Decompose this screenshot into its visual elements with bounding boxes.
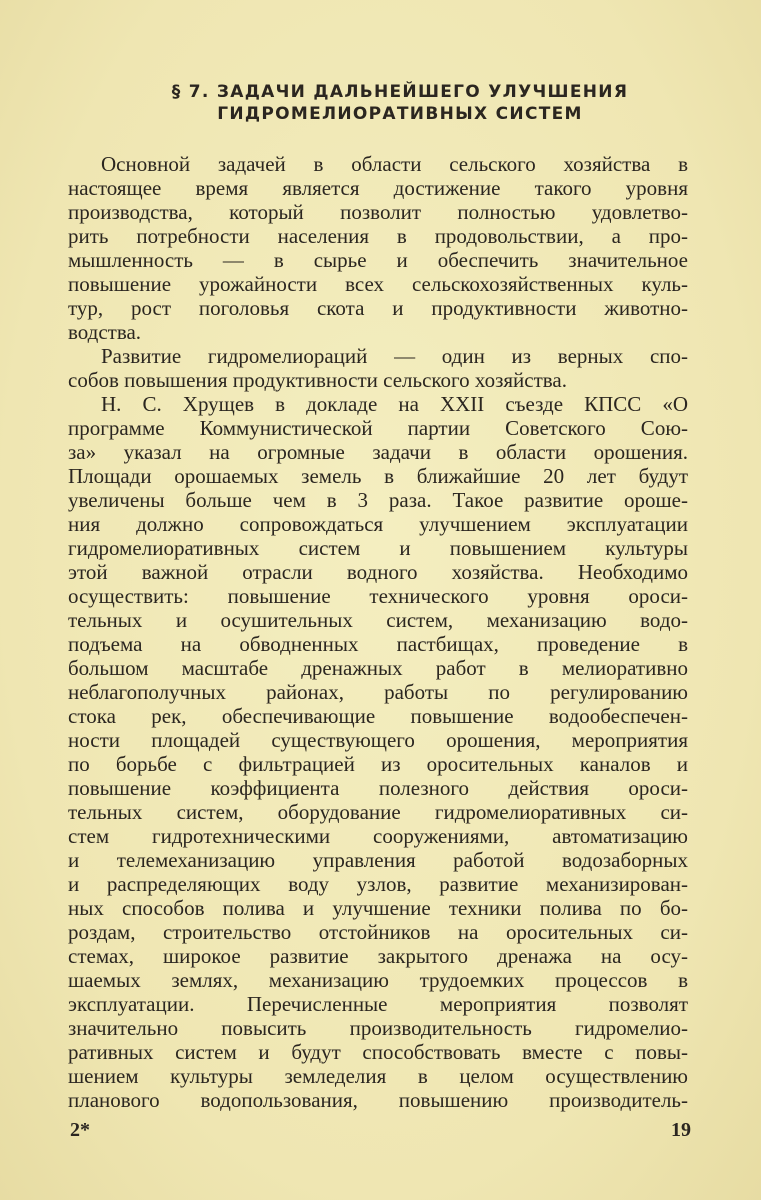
text-line: роздам, строительство отстойников на оросительных си- [68, 920, 688, 944]
text-line: шением культуры земледелия в целом осуществлению [68, 1064, 688, 1088]
text-line: мышленность — в сырье и обеспечить значительное [68, 248, 688, 272]
text-line: тельных систем, оборудование гидромелиоративных си- [68, 800, 688, 824]
text-line: ративных систем и будут способствовать вместе с повы- [68, 1040, 688, 1064]
text-line: неблагополучных районах, работы по регулированию [68, 680, 688, 704]
text-line: настоящее время является достижение такого уровня [68, 176, 688, 200]
text-line: стока рек, обеспечивающие повышение водообеспечен- [68, 704, 688, 728]
text-line: водства. [68, 320, 142, 344]
signature-mark: 2* [70, 1119, 90, 1141]
text-line: большом масштабе дренажных работ в мелиоративно [68, 656, 688, 680]
text-line: этой важной отрасли водного хозяйства. Необходимо [68, 560, 688, 584]
text-line: Развитие гидромелиораций — один из верных спо- [101, 344, 688, 368]
text-line: тельных и осушительных систем, механизацию водо- [68, 608, 688, 632]
text-line: программе Коммунистической партии Советского Сою- [68, 416, 688, 440]
text-line: гидромелиоративных систем и повышением культуры [68, 536, 688, 560]
text-line: значительно повысить производительность гидромелио- [68, 1016, 688, 1040]
text-line: эксплуатации. Перечисленные мероприятия позволят [68, 992, 688, 1016]
text-line: по борьбе с фильтрацией из оросительных каналов и [68, 752, 688, 776]
text-line: рить потребности населения в продовольствии, а про- [68, 224, 688, 248]
text-line: планового водопользования, повышению производитель- [68, 1088, 688, 1112]
text-line: Основной задачей в области сельского хозяйства в [101, 152, 688, 176]
section-heading-line-2: ГИДРОМЕЛИОРАТИВНЫХ СИСТЕМ [217, 104, 583, 124]
text-line: стем гидротехническими сооружениями, автоматизацию [68, 824, 688, 848]
text-line: осуществить: повышение технического уровня ороси- [68, 584, 688, 608]
page-number: 19 [671, 1119, 691, 1141]
text-line: ния должно сопровождаться улучшением эксплуатации [68, 512, 688, 536]
section-heading-line-1: § 7. ЗАДАЧИ ДАЛЬНЕЙШЕГО УЛУЧШЕНИЯ [171, 82, 629, 102]
text-line: подъема на обводненных пастбищах, проведение в [68, 632, 688, 656]
text-line: ности площадей существующего орошения, мероприятия [68, 728, 688, 752]
text-line: тур, рост поголовья скота и продуктивности животно- [68, 296, 688, 320]
text-line: и телемеханизацию управления работой водозаборных [68, 848, 688, 872]
text-line: увеличены больше чем в 3 раза. Такое развитие ороше- [68, 488, 688, 512]
text-line: повышение урожайности всех сельскохозяйственных куль- [68, 272, 688, 296]
text-line: Н. С. Хрущев в докладе на XXII съезде КПСС «О [101, 392, 688, 416]
text-line: производства, который позволит полностью удовлетво- [68, 200, 688, 224]
text-line: за» указал на огромные задачи в области орошения. [68, 440, 688, 464]
text-line: повышение коэффициента полезного действия ороси- [68, 776, 688, 800]
text-line: собов повышения продуктивности сельского хозяйства. [68, 368, 567, 392]
text-line: и распределяющих воду узлов, развитие механизирован- [68, 872, 688, 896]
text-line: шаемых землях, механизацию трудоемких процессов в [68, 968, 688, 992]
text-line: стемах, широкое развитие закрытого дренажа на осу- [68, 944, 688, 968]
text-line: Площади орошаемых земель в ближайшие 20 лет будут [68, 464, 688, 488]
text-line: ных способов полива и улучшение техники полива по бо- [68, 896, 688, 920]
